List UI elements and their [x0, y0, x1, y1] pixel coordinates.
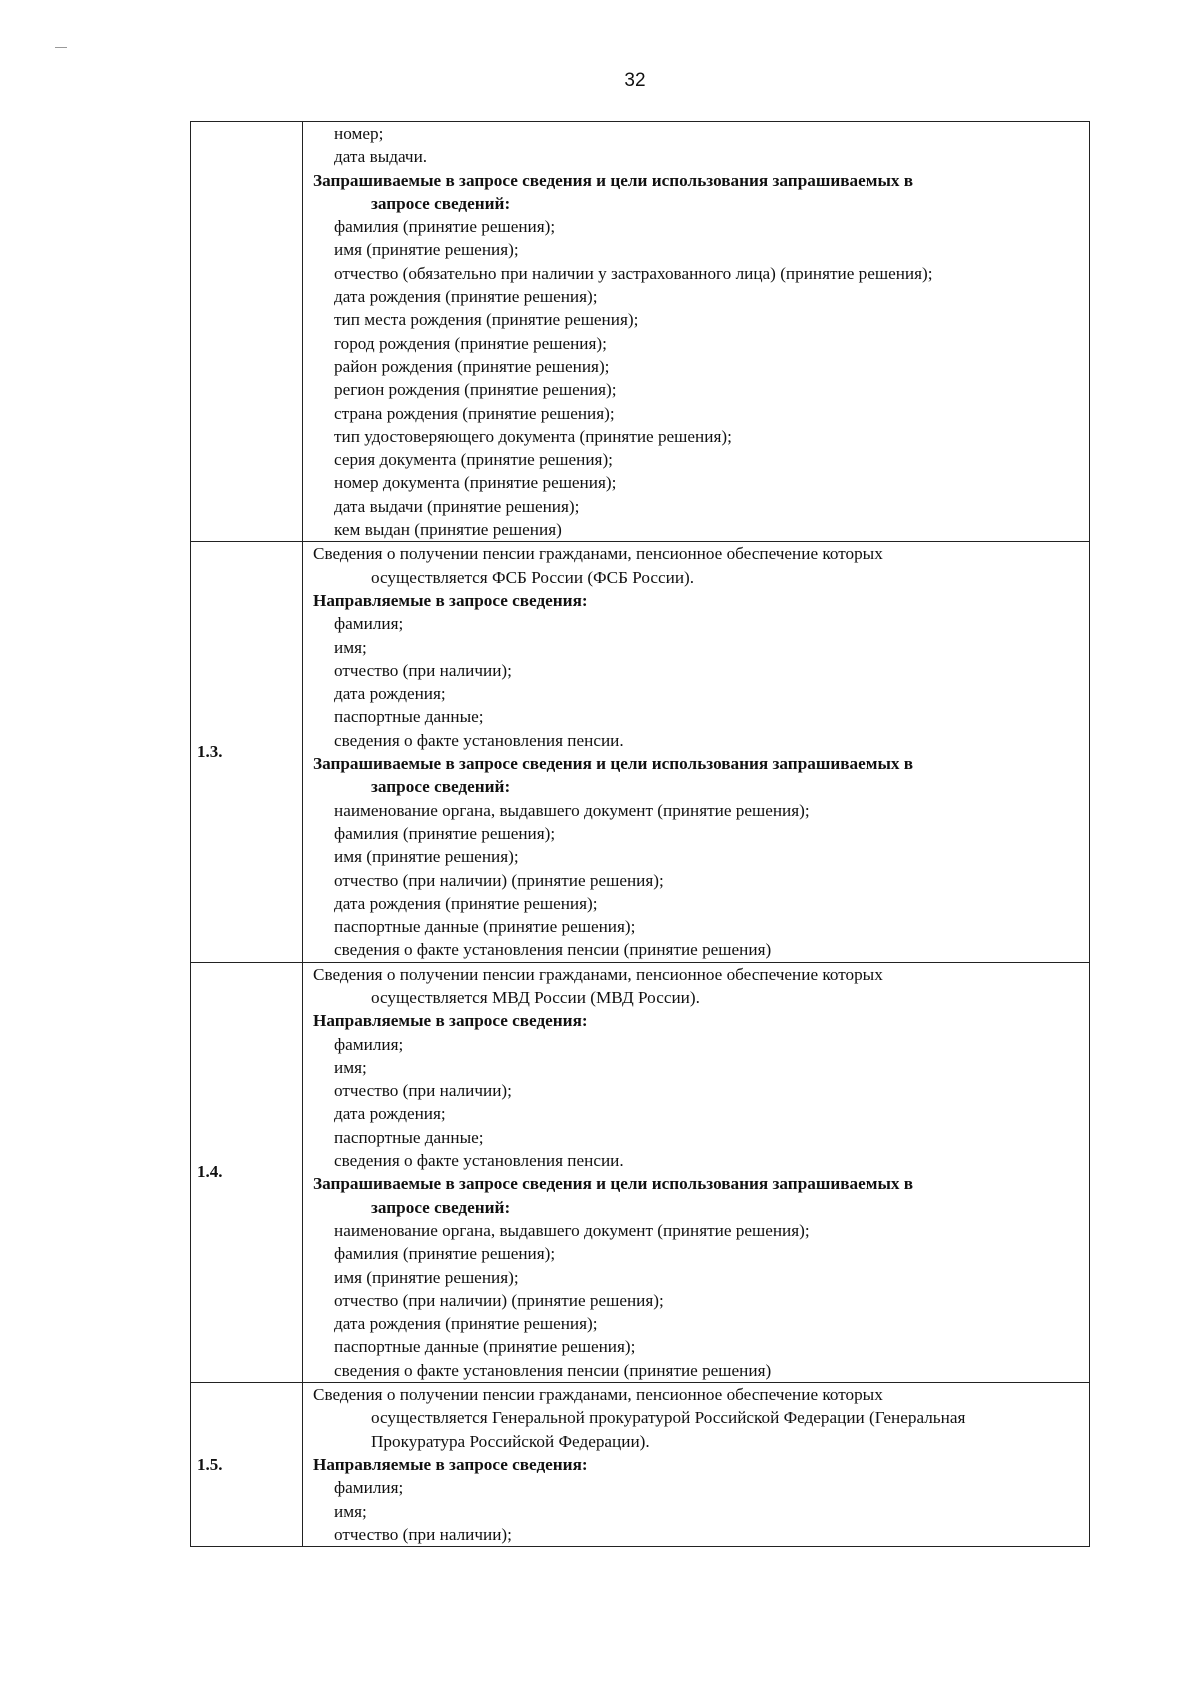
text-line: запросе сведений: — [371, 193, 511, 213]
text-line: фамилия (принятие решения); — [334, 1244, 556, 1264]
text-line: фамилия; — [334, 1034, 404, 1054]
text-line: имя; — [334, 1501, 367, 1521]
text-line: тип места рождения (принятие решения); — [334, 310, 639, 330]
text-line: сведения о факте установления пенсии. — [334, 730, 624, 750]
row-content — [303, 542, 1089, 961]
text-line: регион рождения (принятие решения); — [334, 380, 617, 400]
text-line: дата выдачи (принятие решения); — [334, 496, 580, 516]
text-line: фамилия (принятие решения); — [334, 217, 556, 237]
text-line: паспортные данные (принятие решения); — [334, 917, 636, 937]
text-line: паспортные данные; — [334, 707, 484, 727]
text-line: сведения о факте установления пенсии. — [334, 1151, 624, 1171]
text-line: имя (принятие решения); — [334, 1267, 519, 1287]
text-line: номер документа (принятие решения); — [334, 473, 617, 493]
text-line: фамилия; — [334, 614, 404, 634]
row-number: 1.3. — [191, 542, 303, 961]
text-line: паспортные данные; — [334, 1127, 484, 1147]
row-content — [303, 963, 1089, 1382]
text-line: кем выдан (принятие решения) — [334, 520, 562, 540]
text-line: дата рождения (принятие решения); — [334, 1314, 598, 1334]
text-line: дата рождения; — [334, 1104, 446, 1124]
text-line: наименование органа, выдавшего документ (принятие решения); — [334, 1220, 810, 1240]
text-line: Сведения о получении пенсии гражданами, пенсионное обеспечение которых — [313, 964, 883, 984]
text-line: дата рождения (принятие решения); — [334, 287, 598, 307]
data-table — [190, 121, 1090, 1547]
page-number: 32 — [624, 70, 646, 91]
text-line: Сведения о получении пенсии гражданами, пенсионное обеспечение которых — [313, 544, 883, 564]
row-content — [303, 1383, 1089, 1546]
text-line: серия документа (принятие решения); — [334, 450, 613, 470]
row-content — [303, 122, 1089, 541]
text-line: запросе сведений: — [371, 1197, 511, 1217]
text-line: отчество (при наличии); — [334, 1081, 512, 1101]
text-line: имя (принятие решения); — [334, 240, 519, 260]
table-row — [191, 1382, 1089, 1546]
text-line: Запрашиваемые в запросе сведения и цели использования запрашиваемых в — [313, 1174, 914, 1194]
text-line: Сведения о получении пенсии гражданами, пенсионное обеспечение которых — [313, 1385, 883, 1405]
text-line: Запрашиваемые в запросе сведения и цели использования запрашиваемых в — [313, 754, 914, 774]
text-line: Направляемые в запросе сведения: — [313, 1011, 588, 1031]
text-line: сведения о факте установления пенсии (принятие решения) — [334, 1360, 772, 1380]
table-row — [191, 122, 1089, 541]
text-line: дата рождения; — [334, 684, 446, 704]
text-line: наименование органа, выдавшего документ (принятие решения); — [334, 800, 810, 820]
text-line: фамилия; — [334, 1478, 404, 1498]
text-line: имя (принятие решения); — [334, 847, 519, 867]
text-line: осуществляется Генеральной прокуратурой Российской Федерации (Генеральная — [371, 1408, 966, 1428]
text-line: отчество (при наличии) (принятие решения); — [334, 1290, 664, 1310]
text-line: отчество (при наличии) (принятие решения); — [334, 870, 664, 890]
text-line: тип удостоверяющего документа (принятие решения); — [334, 426, 732, 446]
row-number — [191, 122, 303, 541]
text-line: имя; — [334, 637, 367, 657]
table-row — [191, 541, 1089, 961]
text-line: сведения о факте установления пенсии (принятие решения) — [334, 940, 772, 960]
text-line: запросе сведений: — [371, 777, 511, 797]
text-line: номер; — [334, 124, 384, 143]
text-line: страна рождения (принятие решения); — [334, 403, 615, 423]
text-line: фамилия (принятие решения); — [334, 823, 556, 843]
table-row — [191, 962, 1089, 1382]
text-line: Прокуратура Российской Федерации). — [371, 1431, 650, 1451]
text-line: Запрашиваемые в запросе сведения и цели использования запрашиваемых в — [313, 170, 914, 190]
text-line: осуществляется ФСБ России (ФСБ России). — [371, 567, 695, 587]
text-line: город рождения (принятие решения); — [334, 333, 607, 353]
text-line: отчество (при наличии); — [334, 1524, 512, 1544]
text-line: дата рождения (принятие решения); — [334, 893, 598, 913]
text-line: отчество (при наличии); — [334, 660, 512, 680]
text-line: осуществляется МВД России (МВД России). — [371, 987, 700, 1007]
row-number: 1.5. — [191, 1383, 303, 1546]
row-number: 1.4. — [191, 963, 303, 1382]
text-line: Направляемые в запросе сведения: — [313, 590, 588, 610]
text-line: имя; — [334, 1057, 367, 1077]
text-line: паспортные данные (принятие решения); — [334, 1337, 636, 1357]
text-line: отчество (обязательно при наличии у застрахованного лица) (принятие решения); — [334, 263, 933, 283]
text-line: район рождения (принятие решения); — [334, 356, 610, 376]
text-line: дата выдачи. — [334, 147, 428, 167]
text-line: Направляемые в запросе сведения: — [313, 1454, 588, 1474]
margin-mark — [55, 47, 67, 48]
